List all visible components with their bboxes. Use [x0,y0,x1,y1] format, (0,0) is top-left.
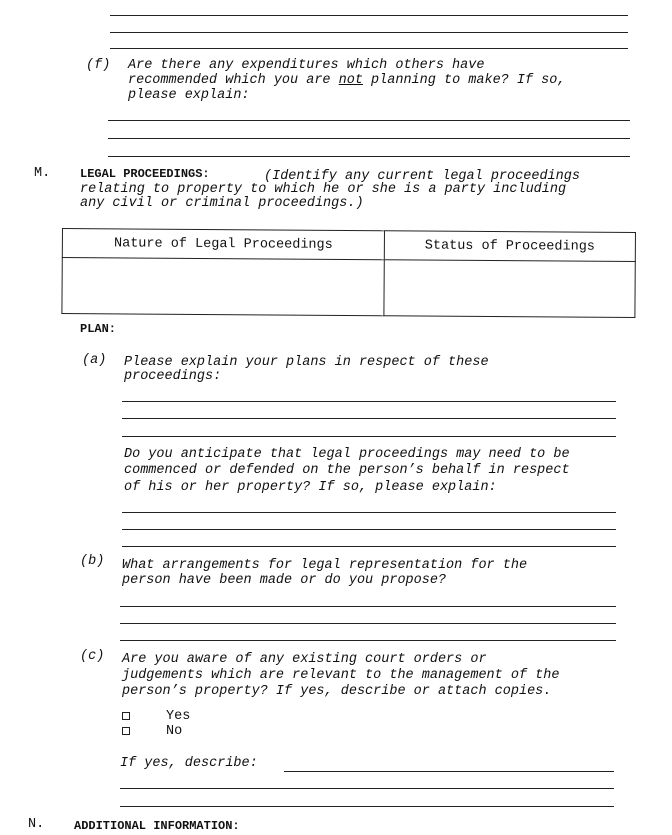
item-c-text-line1: Are you aware of any existing court orders or [122,652,487,667]
yes-label: Yes [166,709,191,724]
item-b-text-line2: person have been made or do you propose? [122,573,447,588]
item-f-text-line1: Are there any expenditures which others have [128,58,485,73]
no-label: No [166,724,183,739]
answer-line[interactable] [120,640,616,641]
item-c-text-line2: judgements which are relevant to the management of the [122,668,560,683]
section-n-title: ADDITIONAL INFORMATION: [74,819,240,833]
item-b-text-line1: What arrangements for legal representation for the [122,558,528,573]
item-a2-text-line3: of his or her property? If so, please explain: [124,480,497,495]
answer-line[interactable] [110,32,628,33]
answer-line[interactable] [120,623,616,624]
status-of-proceedings-cell[interactable] [384,260,635,318]
answer-line[interactable] [122,529,616,530]
item-c-label: (c) [80,649,105,664]
item-f-text-line3: please explain: [128,88,250,103]
answer-line[interactable] [122,512,616,513]
table-row [62,258,635,318]
yes-checkbox[interactable] [122,712,130,720]
nature-of-proceedings-cell[interactable] [62,258,384,316]
answer-line[interactable] [122,546,616,547]
item-f-text-line2 [128,74,566,88]
table-header-row [62,229,635,262]
if-yes-describe-label: If yes, describe: [120,756,258,771]
no-checkbox[interactable] [122,727,130,735]
item-c-text-line3: person’s property? If yes, describe or attach copies. [122,684,552,699]
answer-line[interactable] [122,418,616,419]
answer-line[interactable] [110,15,628,16]
section-m-letter: M. [34,166,51,181]
item-f-text-line2a: recommended which you are [128,73,339,88]
answer-line[interactable] [120,788,614,789]
answer-line[interactable] [122,436,616,437]
answer-line[interactable] [120,606,616,607]
legal-proceedings-table [61,228,636,318]
item-a2-text-line2: commenced or defended on the person’s behalf in respect [124,463,570,478]
item-a-text-line2: proceedings: [124,369,222,384]
section-m-desc-line2: relating to property to which he or she is a party including [80,182,567,197]
item-f-underlined-word: not [338,73,363,88]
item-a2-text-line1: Do you anticipate that legal proceedings may need to be [124,447,570,462]
item-f-label: (f) [86,58,111,73]
item-a-label: (a) [82,353,107,368]
item-f-text-line2b: planning to make? If so, [362,73,566,88]
plan-title: PLAN: [80,322,117,336]
item-a-text-line1: Please explain your plans in respect of these [124,355,489,370]
answer-line[interactable] [108,156,630,157]
section-n-letter: N. [28,817,45,832]
section-m-desc-line1: (Identify any current legal proceedings [264,169,580,184]
section-m-title: LEGAL PROCEEDINGS: [80,167,210,181]
section-m-desc-line3: any civil or criminal proceedings.) [80,196,364,211]
status-of-proceedings-header: Status of Proceedings [384,231,635,262]
item-b-label: (b) [80,554,105,569]
answer-line[interactable] [108,120,630,121]
if-yes-describe-line[interactable] [284,771,614,772]
answer-line[interactable] [110,48,628,49]
answer-line[interactable] [122,401,616,402]
nature-of-proceedings-header: Nature of Legal Proceedings [62,229,384,260]
answer-line[interactable] [108,138,630,139]
answer-line[interactable] [120,806,614,807]
